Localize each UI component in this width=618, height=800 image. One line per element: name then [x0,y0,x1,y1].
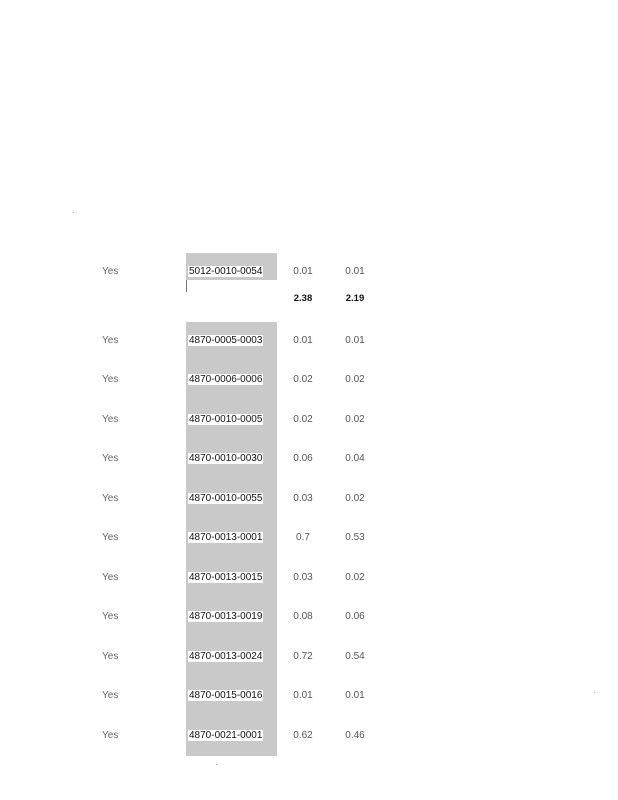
value-2-cell: 0.02 [345,572,365,583]
id-text: 4870-0013-0001 [189,532,263,543]
id-cell [186,686,276,706]
id-cell [186,568,276,588]
id-cell [186,331,276,351]
id-cell [186,726,276,746]
table-row [0,262,618,282]
value-2-cell: 0.01 [345,335,365,346]
flag-cell: Yes [102,690,119,701]
table-row [0,686,618,706]
value-2-cell: 0.46 [345,730,365,741]
scan-speck [73,212,74,213]
table-row [0,528,618,548]
table-row [0,489,618,509]
id-cell [186,370,276,390]
id-cell [186,647,276,667]
flag-cell: Yes [102,493,119,504]
id-cell [186,528,276,548]
id-text: 4870-0013-0019 [189,611,263,622]
table-row [0,568,618,588]
value-2-cell: 0.01 [345,266,365,277]
id-text: 4870-0010-0055 [189,493,263,504]
table-row [0,370,618,390]
value-1-cell: 0.72 [293,651,313,662]
flag-cell: Yes [102,335,119,346]
flag-cell: Yes [102,414,119,425]
table-row [0,647,618,667]
value-2-cell: 0.02 [345,414,365,425]
table-row [0,726,618,746]
id-text: 4870-0013-0015 [189,572,263,583]
value-2-cell: 0.54 [345,651,365,662]
value-2-cell: 0.06 [345,611,365,622]
value-1-cell: 0.03 [293,493,313,504]
id-text: 4870-0010-0005 [189,414,263,425]
table-row [0,410,618,430]
value-1-cell: 0.06 [293,453,313,464]
id-text: 4870-0015-0016 [189,690,263,701]
id-text: 5012-0010-0054 [189,266,263,277]
value-1-cell: 0.08 [293,611,313,622]
value-1-cell: 0.01 [293,266,313,277]
scan-speck [216,764,217,765]
value-2-cell: 0.53 [345,532,365,543]
value-1-cell: 0.01 [293,690,313,701]
flag-cell: Yes [102,651,119,662]
flag-cell: Yes [102,572,119,583]
table-row [0,449,618,469]
table-row [0,607,618,627]
value-2-cell: 0.02 [345,493,365,504]
value-1-cell: 0.62 [293,730,313,741]
value-1-cell: 0.02 [293,374,313,385]
id-text: 4870-0006-0006 [189,374,263,385]
total-row [0,289,618,309]
id-text: 4870-0013-0024 [189,651,263,662]
id-text: 4870-0021-0001 [189,730,263,741]
flag-cell: Yes [102,453,119,464]
total-value-1: 2.38 [293,293,313,304]
id-cell [186,410,276,430]
value-1-cell: 0.03 [293,572,313,583]
flag-cell: Yes [102,611,119,622]
flag-cell: Yes [102,730,119,741]
id-text: 4870-0010-0030 [189,453,263,464]
id-cell [186,262,276,282]
value-1-cell: 0.7 [296,532,310,543]
value-2-cell: 0.02 [345,374,365,385]
total-value-2: 2.19 [345,293,365,304]
value-2-cell: 0.01 [345,690,365,701]
flag-cell: Yes [102,532,119,543]
flag-cell: Yes [102,266,119,277]
id-cell [186,489,276,509]
id-cell [186,449,276,469]
scan-speck [594,692,595,693]
id-text: 4870-0005-0003 [189,335,263,346]
value-2-cell: 0.04 [345,453,365,464]
id-cell [186,607,276,627]
value-1-cell: 0.01 [293,335,313,346]
flag-cell: Yes [102,374,119,385]
value-1-cell: 0.02 [293,414,313,425]
table-row [0,331,618,351]
